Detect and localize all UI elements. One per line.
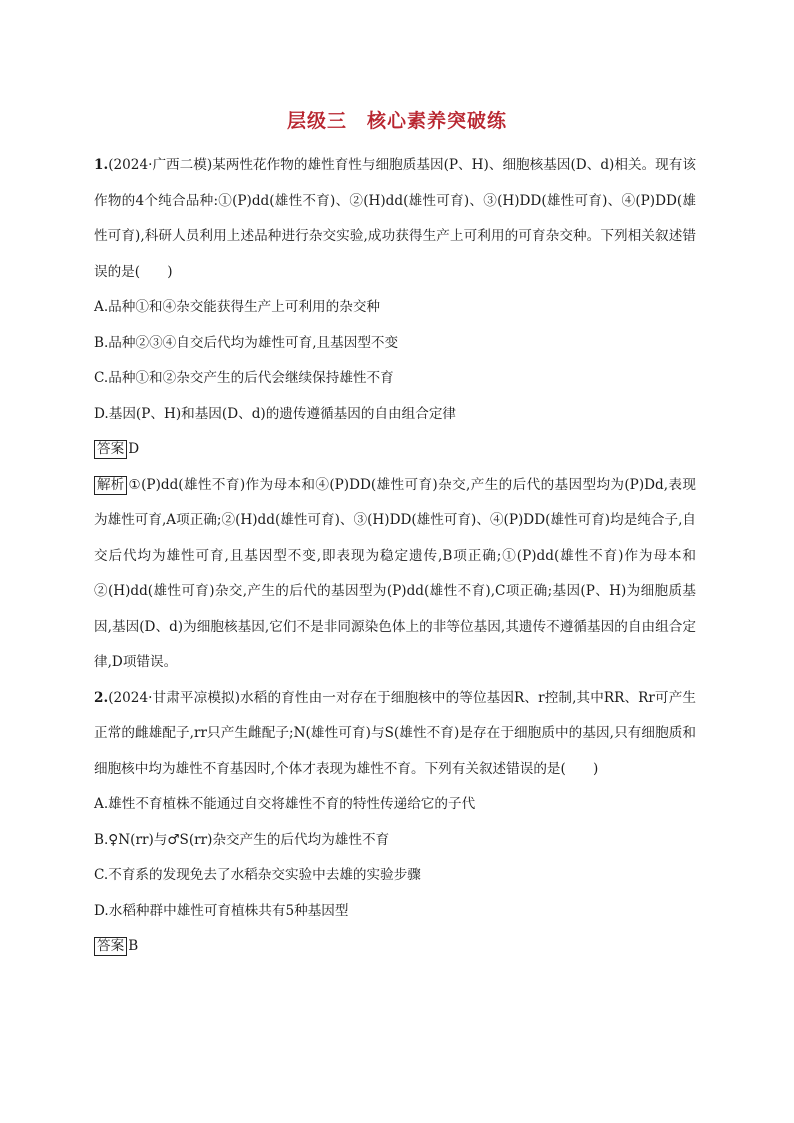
question-1-option-a: A.品种①和④杂交能获得生产上可利用的杂交种 <box>94 299 381 315</box>
question-1-option-d: D.基因(P、H)和基因(D、d)的遗传遵循基因的自由组合定律 <box>94 405 457 422</box>
question-1-option-c: C.品种①和②杂交产生的后代会继续保持雄性不育 <box>94 370 394 386</box>
content-body <box>94 148 696 965</box>
question-2-answer <box>94 929 696 965</box>
answer-tag: 答案 <box>94 440 127 459</box>
question-1-option-b: B.品种②③④自交后代均为雄性可育,且基因型不变 <box>94 334 399 351</box>
page-title: 层级三 核心素养突破练 <box>286 110 507 132</box>
question-2-option-a: A.雄性不育植株不能通过自交将雄性不育的特性传递给它的子代 <box>94 796 476 812</box>
question-1-analysis <box>94 468 696 681</box>
answer-tag: 答案 <box>94 937 127 956</box>
question-1-number: 1. <box>94 157 109 173</box>
answer-value: D <box>128 441 140 457</box>
question-1-stem <box>94 148 696 290</box>
question-2-stem <box>94 681 696 788</box>
question-2-option-c: C.不育系的发现免去了水稻杂交实验中去雄的实验步骤 <box>94 867 421 883</box>
question-2-option-b: B.♀N(rr)与♂S(rr)杂交产生的后代均为雄性不育 <box>94 831 390 848</box>
analysis-tag: 解析 <box>94 476 127 495</box>
question-2-option-d: D.水稻种群中雄性可育植株共有5种基因型 <box>94 902 349 919</box>
answer-value: B <box>128 938 139 954</box>
analysis-text: ①(P)dd(雄性不育)作为母本和④(P)DD(雄性可育)杂交,产生的后代的基因型均为(P)Dd,表现为雄性可育,A项正确;②(H)dd(雄性可育)、③(H)DD(雄性可育)、④(P)DD(雄性可育)均是纯合子,自交后代均为雄性可育,且基因型不变,即表现为稳定遗传,B项正确;①(P)dd(雄性不育)作为母本和②(H)dd(雄性可育)杂交,产生的后代的基因型为(P)dd(雄性不育),C项正确;基因(P、H)为细胞质基因,基因(D、d)为细胞核基因,它们不是非同源染色体上的非等位基因,其遗传不遵循基因的自由组合定律,D项错误。 <box>94 476 696 670</box>
question-2-text: (2024·甘肃平凉模拟)水稻的育性由一对存在于细胞核中的等位基因R、r控制,其中RR、Rr可产生正常的雌雄配子,rr只产生雌配子;N(雄性可育)与S(雄性不育)是存在于细胞质中的基因,只有细胞质和细胞核中均为雄性不育基因时,个体才表现为雄性不育。下列有关叙述错误的是( ) <box>94 689 696 777</box>
question-1-answer <box>94 432 696 468</box>
question-2-number: 2. <box>94 689 109 706</box>
question-1-text: (2024·广西二模)某两性花作物的雄性育性与细胞质基因(P、H)、细胞核基因(D、d)相关。现有该作物的4个纯合品种:①(P)dd(雄性不育)、②(H)dd(雄性可育)、③(H)DD(雄性可育)、④(P)DD(雄性可育),科研人员利用上述品种进行杂交实验,成功获得生产上可利用的可育杂交种。下列相关叙述错误的是( ) <box>94 157 696 280</box>
